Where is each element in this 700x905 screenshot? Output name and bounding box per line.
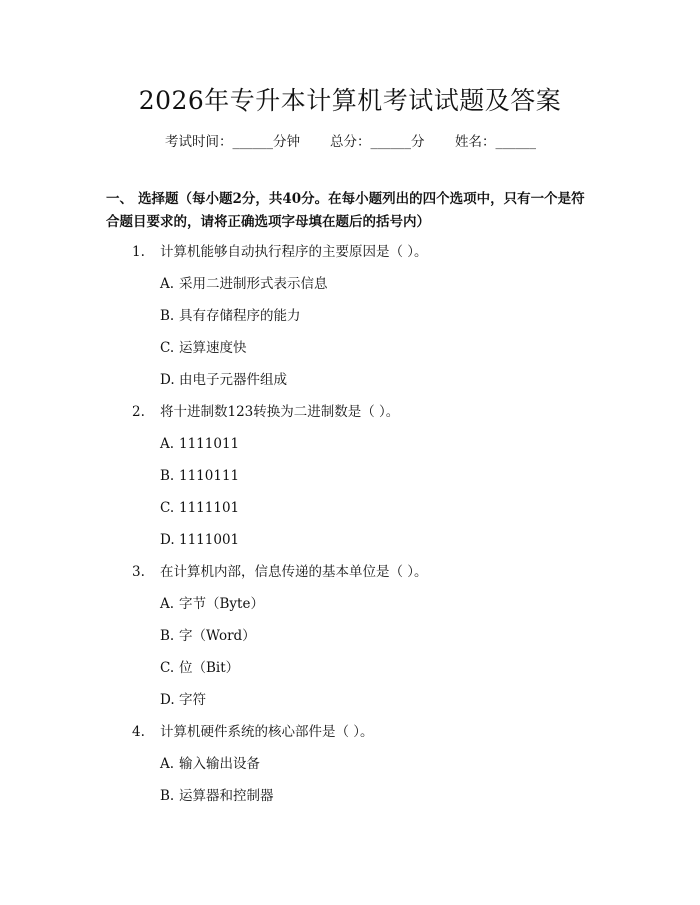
option-letter: A. xyxy=(160,756,175,772)
option-letter: B. xyxy=(160,788,175,804)
total-score-field: 总分：______分 xyxy=(330,134,425,150)
question-number: 2. xyxy=(132,404,145,420)
option-letter: C. xyxy=(160,340,175,356)
option-text: 具有存储程序的能力 xyxy=(179,308,301,324)
option-text: 输入输出设备 xyxy=(179,756,260,772)
option-text: 字节（Byte） xyxy=(179,596,264,612)
section-heading xyxy=(106,188,596,234)
question-number: 4. xyxy=(132,724,145,740)
option-text: 采用二进制形式表示信息 xyxy=(179,276,328,292)
question-text: 计算机能够自动执行程序的主要原因是（ ）。 xyxy=(160,244,428,260)
question-text: 在计算机内部，信息传递的基本单位是（ ）。 xyxy=(160,564,428,580)
option-letter: D. xyxy=(160,372,175,388)
option-letter: C. xyxy=(160,660,175,676)
option-text: 运算速度快 xyxy=(179,340,247,356)
option-letter: A. xyxy=(160,276,175,292)
student-name-field: 姓名：______ xyxy=(455,134,536,150)
option-letter: D. xyxy=(160,532,175,548)
exam-time-field: 考试时间：______分钟 xyxy=(165,134,300,150)
option-text: 字符 xyxy=(179,692,206,708)
option-text: 1111001 xyxy=(179,532,240,548)
page-title: 2026年专升本计算机考试试题及答案 xyxy=(138,86,562,115)
exam-meta xyxy=(0,132,700,152)
option-letter: A. xyxy=(160,596,175,612)
option-letter: D. xyxy=(160,692,175,708)
option-letter: B. xyxy=(160,628,175,644)
option-text: 1111011 xyxy=(179,436,240,452)
option-text: 位（Bit） xyxy=(179,660,240,676)
question-text: 将十进制数123转换为二进制数是（ ）。 xyxy=(160,404,400,420)
section-number: 一、 xyxy=(106,191,133,207)
option-text: 1111101 xyxy=(179,500,240,516)
option-letter: B. xyxy=(160,308,175,324)
option-text: 由电子元器件组成 xyxy=(179,372,287,388)
question-number: 3. xyxy=(132,564,145,580)
question-text: 计算机硬件系统的核心部件是（ ）。 xyxy=(160,724,374,740)
question-number: 1. xyxy=(132,244,145,260)
option-text: 字（Word） xyxy=(179,628,256,644)
option-text: 1110111 xyxy=(179,468,240,484)
option-letter: C. xyxy=(160,500,175,516)
section-instructions: 选择题（每小题2分，共40分。在每小题列出的四个选项中，只有一个是符合题目要求的，请将正确选项字母填在题后的括号内） xyxy=(106,191,585,230)
option-text: 运算器和控制器 xyxy=(179,788,274,804)
option-letter: A. xyxy=(160,436,175,452)
option-letter: B. xyxy=(160,468,175,484)
